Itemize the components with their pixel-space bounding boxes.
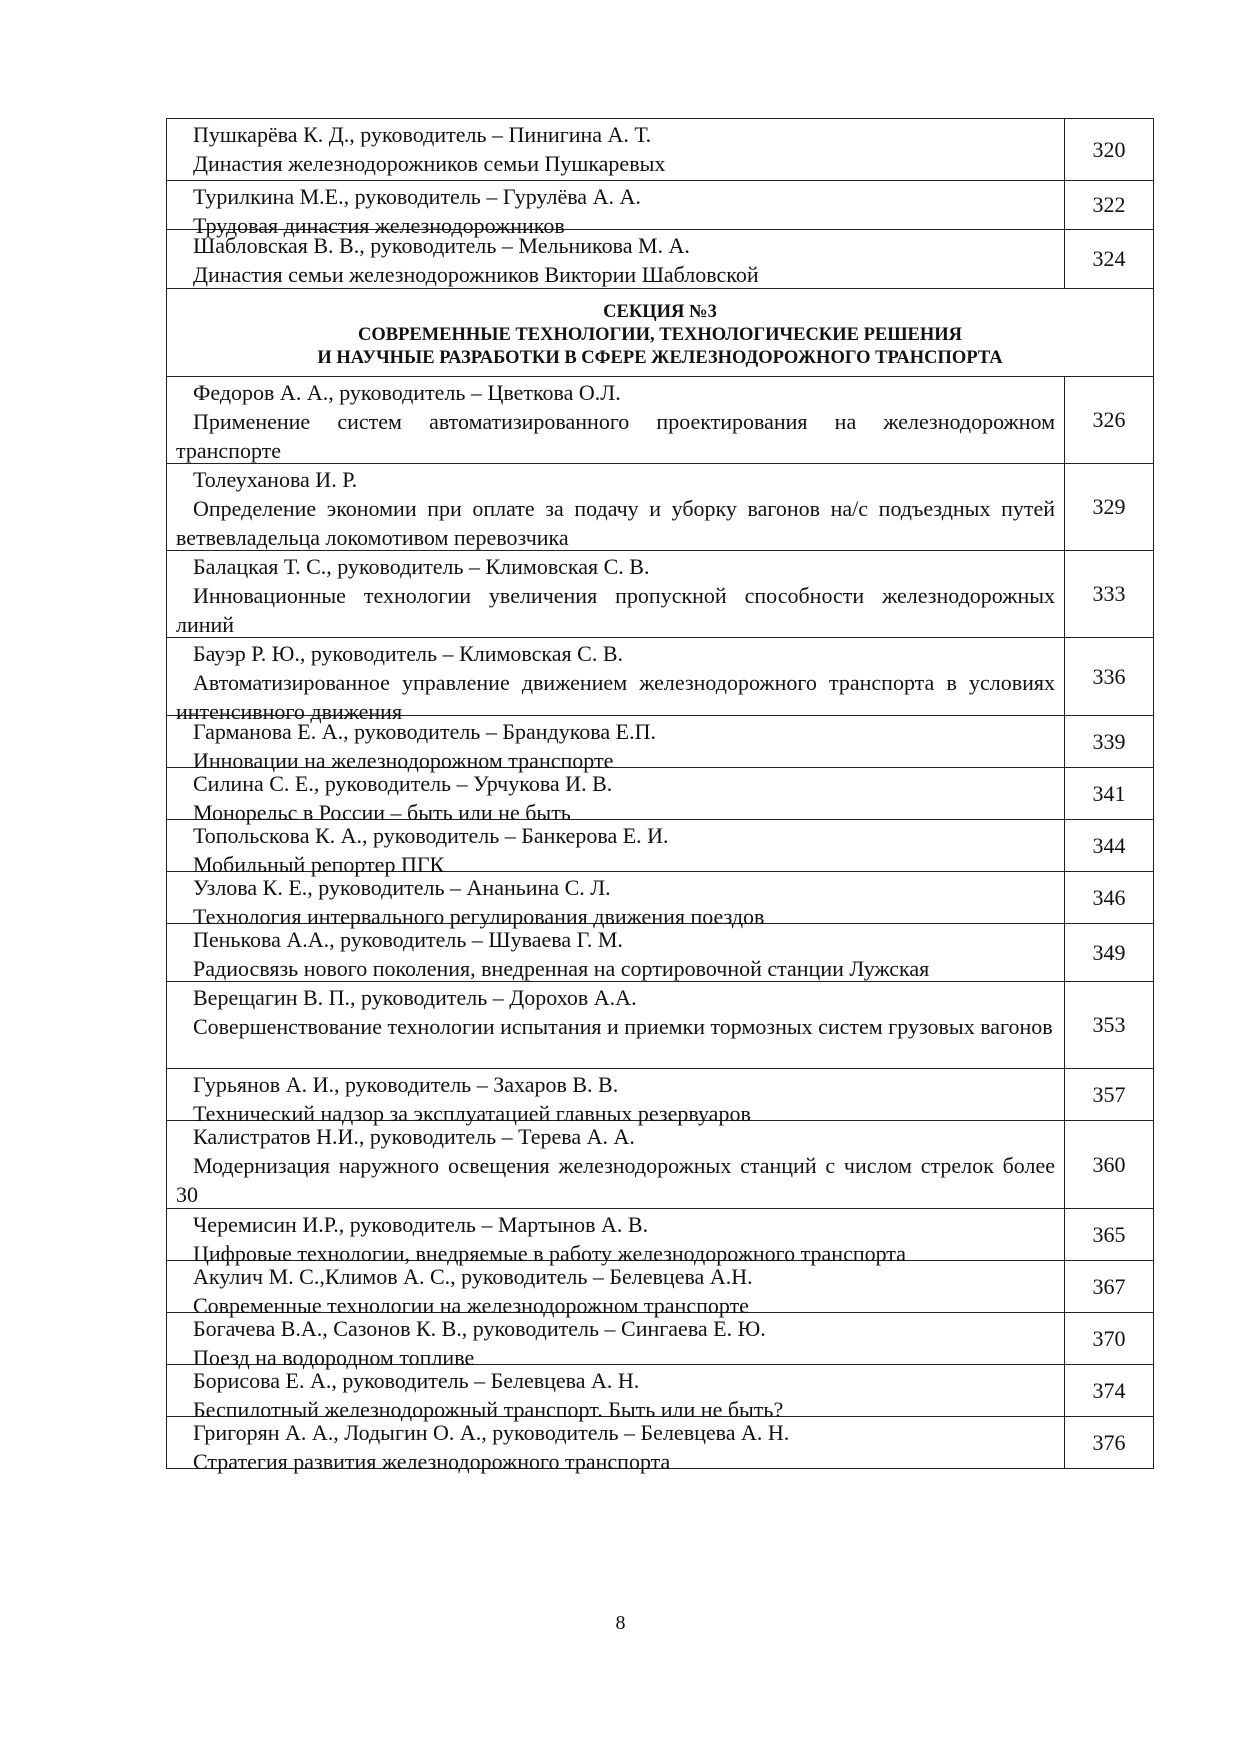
entry-page-number: 360 [1064, 1121, 1153, 1208]
entry-title: Определение экономии при оплате за подачу и уборку вагонов на/с подъездных путей ветвевладельца локомотивом перевозчика [176, 496, 1055, 550]
entry-page-number: 353 [1064, 982, 1153, 1068]
entry-title: Поезд на водородном топливе [193, 1345, 475, 1370]
entry-title: Стратегия развития железнодорожного транспорта [193, 1449, 671, 1474]
entry-title: Беспилотный железнодорожный транспорт. Быть или не быть? [193, 1397, 784, 1422]
entry-authors: Федоров А. А., руководитель – Цветкова О.Л. [193, 380, 621, 405]
entry-title: Монорельс в России – быть или не быть [193, 800, 571, 825]
toc-entry-text [167, 377, 1064, 463]
entry-page-number: 367 [1064, 1261, 1153, 1312]
toc-entry [166, 872, 1154, 929]
toc-entry [166, 1417, 1154, 1474]
toc-entry-text [167, 230, 1064, 288]
toc-entry-text [167, 924, 1064, 981]
toc-entry [166, 1365, 1154, 1422]
entry-page-number: 333 [1064, 551, 1153, 637]
entry-authors: Черемисин И.Р., руководитель – Мартынов А. В. [193, 1212, 649, 1237]
entry-page-number: 349 [1064, 924, 1153, 981]
toc-entry-text [167, 820, 1064, 877]
entry-authors: Шабловская В. В., руководитель – Мельникова М. А. [193, 233, 690, 258]
entry-authors: Григорян А. А., Лодыгин О. А., руководитель – Белевцева А. Н. [193, 1420, 790, 1445]
toc-entry [166, 230, 1154, 289]
entry-authors: Борисова Е. А., руководитель – Белевцева А. Н. [193, 1368, 640, 1393]
entry-title: Автоматизированное управление движением железнодорожного транспорта в условиях интенсивного движения [176, 670, 1055, 724]
entry-authors: Толеуханова И. Р. [193, 467, 358, 492]
toc-entry-text [167, 1365, 1064, 1422]
entry-authors: Верещагин В. П., руководитель – Дорохов А.А. [193, 985, 637, 1010]
entry-page-number: 339 [1064, 716, 1153, 767]
entry-page-number: 357 [1064, 1069, 1153, 1120]
entry-authors: Гурьянов А. И., руководитель – Захаров В. В. [193, 1072, 619, 1097]
toc-entry [166, 464, 1154, 551]
section-title-line-1: СОВРЕМЕННЫЕ ТЕХНОЛОГИИ, ТЕХНОЛОГИЧЕСКИЕ РЕШЕНИЯ [357, 325, 963, 345]
entry-title: Инновации на железнодорожном транспорте [193, 748, 614, 773]
entry-page-number: 365 [1064, 1209, 1153, 1260]
toc-entry [166, 377, 1154, 464]
section-title-line-2: И НАУЧНЫЕ РАЗРАБОТКИ В СФЕРЕ ЖЕЛЕЗНОДОРОЖНОГО ТРАНСПОРТА [317, 348, 1003, 368]
toc-entry-text [167, 1261, 1064, 1318]
entry-page-number: 329 [1064, 464, 1153, 550]
toc-entry-text [167, 119, 1064, 180]
entry-authors: Силина С. Е., руководитель – Урчукова И. В. [193, 771, 613, 796]
entry-title: Мобильный репортер ПГК [193, 852, 445, 877]
toc-entry-text [167, 464, 1064, 550]
entry-title: Современные технологии на железнодорожном транспорте [193, 1293, 749, 1318]
toc-entry [166, 1069, 1154, 1126]
toc-entry-text [167, 768, 1064, 825]
toc-rows-section-2 [166, 119, 1154, 289]
toc-entry [166, 1313, 1154, 1370]
toc-entry [166, 181, 1154, 238]
entry-authors: Пушкарёва К. Д., руководитель – Пинигина А. Т. [193, 122, 652, 147]
entry-title: Трудовая династия железнодорожников [193, 213, 565, 238]
toc-entry-text [167, 638, 1064, 724]
toc-entry [166, 716, 1154, 773]
toc-entry-text [167, 1209, 1064, 1266]
toc-entry-text [167, 1313, 1064, 1370]
entry-title: Цифровые технологии, внедряемые в работу железнодорожного транспорта [193, 1241, 906, 1266]
toc-entry [166, 982, 1154, 1069]
entry-authors: Богачева В.А., Сазонов К. В., руководитель – Сингаева Е. Ю. [193, 1316, 766, 1341]
entry-authors: Акулич М. С.,Климов А. С., руководитель – Белевцева А.Н. [193, 1264, 753, 1289]
entry-page-number: 344 [1064, 820, 1153, 871]
section-header [166, 289, 1154, 377]
entry-authors: Турилкина М.Е., руководитель – Гурулёва А. А. [193, 184, 641, 209]
toc-entry-text [167, 551, 1064, 637]
entry-authors: Бауэр Р. Ю., руководитель – Климовская С. В. [193, 641, 624, 666]
entry-title: Технический надзор за эксплуатацией главных резервуаров [193, 1101, 751, 1126]
entry-page-number: 370 [1064, 1313, 1153, 1364]
toc-entry-text [167, 982, 1064, 1068]
table-of-contents [166, 118, 1154, 1474]
entry-authors: Узлова К. Е., руководитель – Ананьина С. Л. [193, 875, 611, 900]
section-number: СЕКЦИЯ №3 [603, 302, 717, 322]
entry-page-number: 346 [1064, 872, 1153, 923]
toc-entry [166, 1209, 1154, 1266]
toc-rows-section-3 [166, 377, 1154, 1474]
entry-page-number: 341 [1064, 768, 1153, 819]
toc-entry-text [167, 1417, 1064, 1474]
entry-title: Применение систем автоматизированного проектирования на железнодорожном транспорте [176, 409, 1055, 463]
toc-entry [166, 638, 1154, 724]
toc-entry-text [167, 716, 1064, 773]
entry-authors: Калистратов Н.И., руководитель – Терева А. А. [193, 1124, 635, 1149]
toc-entry [166, 924, 1154, 982]
toc-entry [166, 551, 1154, 638]
entry-title: Инновационные технологии увеличения пропускной способности железнодорожных линий [176, 583, 1055, 637]
entry-authors: Гарманова Е. А., руководитель – Брандукова Е.П. [193, 719, 656, 744]
entry-page-number: 326 [1064, 377, 1153, 463]
toc-entry [166, 1121, 1154, 1209]
toc-entry-text [167, 181, 1064, 238]
entry-page-number: 376 [1064, 1417, 1153, 1468]
entry-page-number: 322 [1064, 181, 1153, 229]
entry-page-number: 320 [1064, 119, 1153, 180]
toc-entry [166, 768, 1154, 825]
entry-page-number: 374 [1064, 1365, 1153, 1416]
entry-title: Модернизация наружного освещения железнодорожных станций с числом стрелок более 30 [176, 1153, 1055, 1207]
entry-title: Радиосвязь нового поколения, внедренная на сортировочной станции Лужская [193, 956, 930, 981]
entry-title: Династия железнодорожников семьи Пушкаревых [193, 151, 666, 176]
toc-entry-text [167, 1121, 1064, 1208]
toc-entry [166, 820, 1154, 877]
entry-page-number: 324 [1064, 230, 1153, 288]
entry-authors: Топольскова К. А., руководитель – Банкерова Е. И. [193, 823, 669, 848]
entry-authors: Пенькова А.А., руководитель – Шуваева Г. М. [193, 927, 623, 952]
entry-title: Совершенствование технологии испытания и приемки тормозных систем грузовых вагонов [193, 1014, 1053, 1039]
toc-entry [166, 119, 1154, 181]
toc-entry [166, 1261, 1154, 1318]
entry-title: Технология интервального регулирования движения поездов [193, 904, 765, 929]
entry-authors: Балацкая Т. С., руководитель – Климовская С. В. [193, 554, 650, 579]
toc-entry-text [167, 1069, 1064, 1126]
page-number: 8 [615, 1612, 626, 1634]
entry-title: Династия семьи железнодорожников Виктории Шабловской [193, 262, 759, 287]
toc-entry-text [167, 872, 1064, 929]
entry-page-number: 336 [1064, 638, 1153, 715]
